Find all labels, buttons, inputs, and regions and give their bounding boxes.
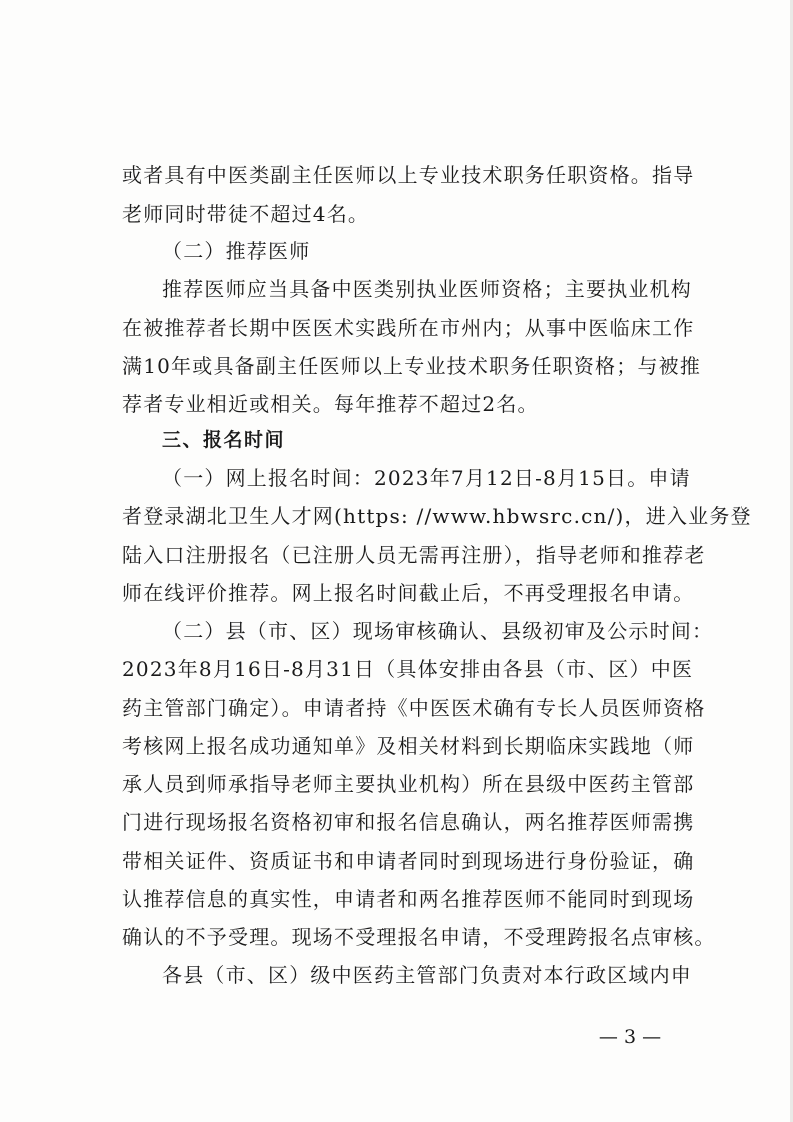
body-line: 老师同时带徒不超过4名。 [122,202,370,226]
body-line: 师在线评价推荐。网上报名时间截止后，不再受理报名申请。 [122,581,695,605]
body-line: 确认的不予受理。现场不受理报名申请，不受理跨报名点审核。 [122,925,716,949]
body-line: （二）县（市、区）现场审核确认、县级初审及公示时间： [162,619,714,643]
body-line: 或者具有中医类副主任医师以上专业技术职务任职资格。指导 [122,163,695,187]
page-number: — 3 — [598,1026,662,1048]
body-line: 2023年8月16日-8月31日（具体安排由各县（市、区）中医 [122,657,694,681]
body-line: 门进行现场报名资格初审和报名信息确认，两名推荐医师需携 [122,810,695,834]
body-line: （一）网上报名时间：2023年7月12日-8月15日。申请 [162,466,691,490]
body-line: 满10年或具备副主任医师以上专业技术职务任职资格；与被推 [122,354,702,378]
body-line: 认推荐信息的真实性，申请者和两名推荐医师不能同时到现场 [122,887,695,911]
body-line: 带相关证件、资质证书和申请者同时到现场进行身份验证，确 [122,849,695,873]
body-line: 承人员到师承指导老师主要执业机构）所在县级中医药主管部 [122,772,695,796]
subsection-heading: （二）推荐医师 [162,239,311,263]
body-line: 者登录湖北卫生人才网(https: //www.hbwsrc.cn/)，进入业务登 [122,504,752,528]
body-line: 考核网上报名成功通知单》及相关材料到长期临床实践地（师 [122,734,695,758]
section-heading: 三、报名时间 [162,429,286,451]
body-line: 推荐医师应当具备中医类别执业医师资格；主要执业机构 [162,277,692,301]
body-line: 荐者专业相近或相关。每年推荐不超过2名。 [122,392,539,416]
body-line: 各县（市、区）级中医药主管部门负责对本行政区域内申 [162,963,692,987]
body-line: 药主管部门确定）。申请者持《中医医术确有专长人员医师资格 [122,696,706,720]
body-line: 陆入口注册报名（已注册人员无需再注册），指导老师和推荐老 [122,543,706,567]
body-line: 在被推荐者长期中医医术实践所在市州内；从事中医临床工作 [122,316,695,340]
